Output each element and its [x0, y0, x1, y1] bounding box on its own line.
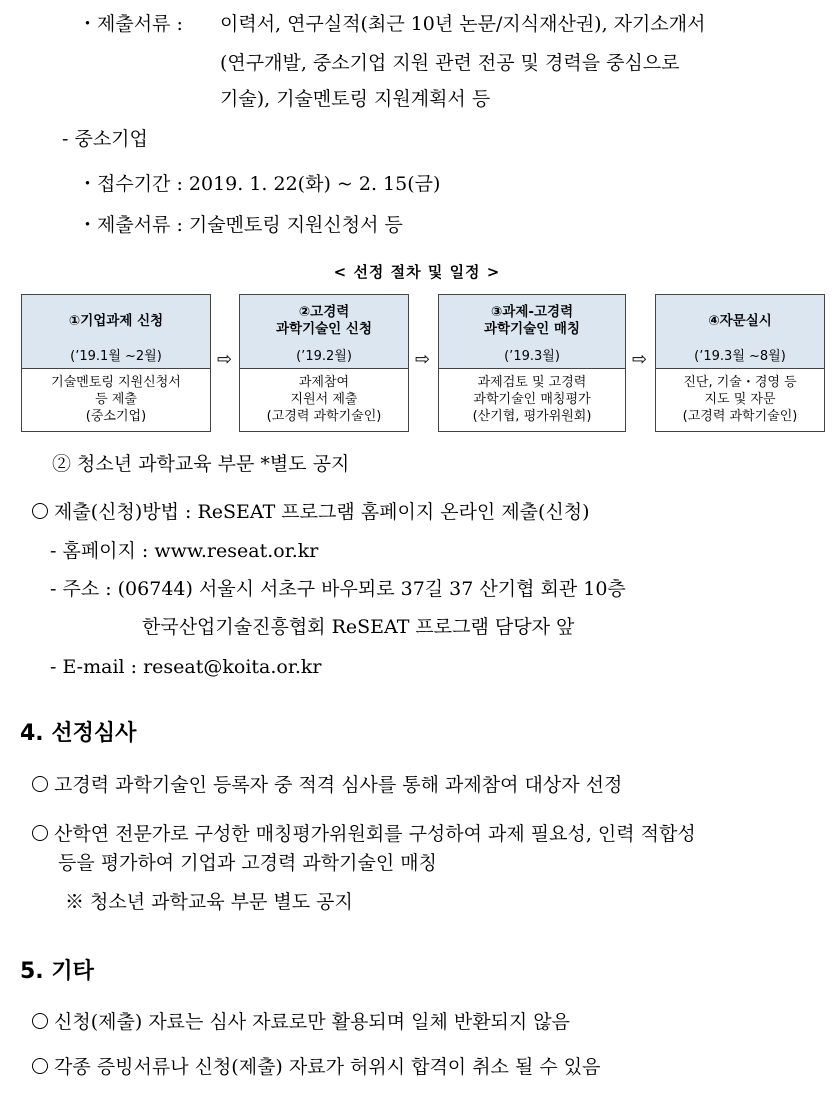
address-line-1: - 주소 : (06744) 서울시 서초구 바우뫼로 37길 37 산기협 회관 10층 — [50, 578, 626, 600]
sme-header: - 중소기업 — [62, 128, 148, 150]
step-4-name: ④자문실시 — [708, 312, 772, 329]
submit-method-text: 제출(신청)방법 : ReSEAT 프로그램 홈페이지 온라인 제출(신청) — [54, 501, 590, 523]
address-line-2: 한국산업기술진흥협회 ReSEAT 프로그램 담당자 앞 — [142, 616, 575, 638]
homepage: - 홈페이지 : www.reseat.or.kr — [50, 540, 319, 562]
submit-method — [32, 500, 590, 524]
docs-line-3: 기술), 기술멘토링 지원계획서 등 — [220, 88, 491, 110]
section-4-item-1-text: 고경력 과학기술인 등록자 중 적격 심사를 통해 과제참여 대상자 선정 — [54, 774, 623, 796]
section-5-item-1-text: 신청(제출) 자료는 심사 자료로만 활용되며 일체 반환되지 않음 — [54, 1011, 571, 1033]
circle-bullet-icon — [32, 1058, 48, 1074]
step-1-desc: 기술멘토링 지원신청서 등 제출 (중소기업) — [51, 375, 181, 424]
step-1-period: (’19.1월 ~2월) — [70, 349, 162, 364]
step-4-period: (’19.3월 ~8월) — [694, 349, 786, 364]
step-2-desc: 과제참여 지원서 제출 (고경력 과학기술인) — [266, 375, 382, 424]
section-5-item-1 — [32, 1010, 570, 1034]
step-4 — [655, 294, 825, 432]
step-3-name: ③과제-고경력 과학기술인 매칭 — [484, 304, 580, 337]
arrow-right-icon: ⇨ — [632, 349, 648, 370]
circle-bullet-icon — [32, 503, 48, 519]
step-2 — [239, 294, 409, 432]
step-2-period: (’19.2월) — [296, 349, 352, 364]
section-4-item-2 — [32, 822, 696, 846]
flow-title: < 선정 절차 및 일정 > — [333, 263, 501, 281]
step-3-desc: 과제검토 및 고경력 과학기술인 매칭평가 (산기협, 평가위원회) — [472, 375, 592, 424]
docs-line-2: (연구개발, 중소기업 지원 관련 전공 및 경력을 중심으로 — [220, 52, 680, 74]
docs-label: ・제출서류 : — [78, 13, 183, 35]
step-3-period: (’19.3월) — [504, 349, 560, 364]
section-4-item-2-text: 산학연 전문가로 구성한 매칭평가위원회를 구성하여 과제 필요성, 인력 적합성 — [54, 823, 696, 845]
section-5-heading: 5. 기타 — [20, 959, 94, 984]
section-5-item-2-text: 각종 증빙서류나 신청(제출) 자료가 허위시 합격이 취소 될 수 있음 — [54, 1056, 601, 1078]
step-3 — [438, 294, 626, 432]
circle-bullet-icon — [32, 825, 48, 841]
section-4-heading: 4. 선정심사 — [20, 721, 137, 746]
circle-bullet-icon — [32, 776, 48, 792]
step-1-name: ①기업과제 신청 — [68, 312, 164, 329]
arrow-right-icon: ⇨ — [415, 349, 431, 370]
circle-bullet-icon — [32, 1013, 48, 1029]
section-4-item-2-cont: 등을 평가하여 기업과 고경력 과학기술인 매칭 — [58, 852, 437, 874]
email: - E-mail : reseat@koita.or.kr — [50, 656, 322, 678]
sme-period: ・접수기간 : 2019. 1. 22(화) ~ 2. 15(금) — [78, 173, 441, 195]
step-1 — [21, 294, 211, 432]
arrow-right-icon: ⇨ — [217, 349, 233, 370]
section-4-item-1 — [32, 773, 622, 797]
section-5-item-2 — [32, 1055, 600, 1079]
sme-docs: ・제출서류 : 기술멘토링 지원신청서 등 — [78, 214, 403, 236]
docs-line-1: 이력서, 연구실적(최근 10년 논문/지식재산권), 자기소개서 — [220, 13, 706, 35]
step-4-desc: 진단, 기술・경영 등 지도 및 자문 (고경력 과학기술인) — [682, 375, 798, 424]
youth-note: ② 청소년 과학교육 부문 *별도 공지 — [52, 453, 350, 475]
step-2-name: ②고경력 과학기술인 신청 — [276, 304, 372, 337]
section-4-note: ※ 청소년 과학교육 부문 별도 공지 — [65, 891, 353, 913]
